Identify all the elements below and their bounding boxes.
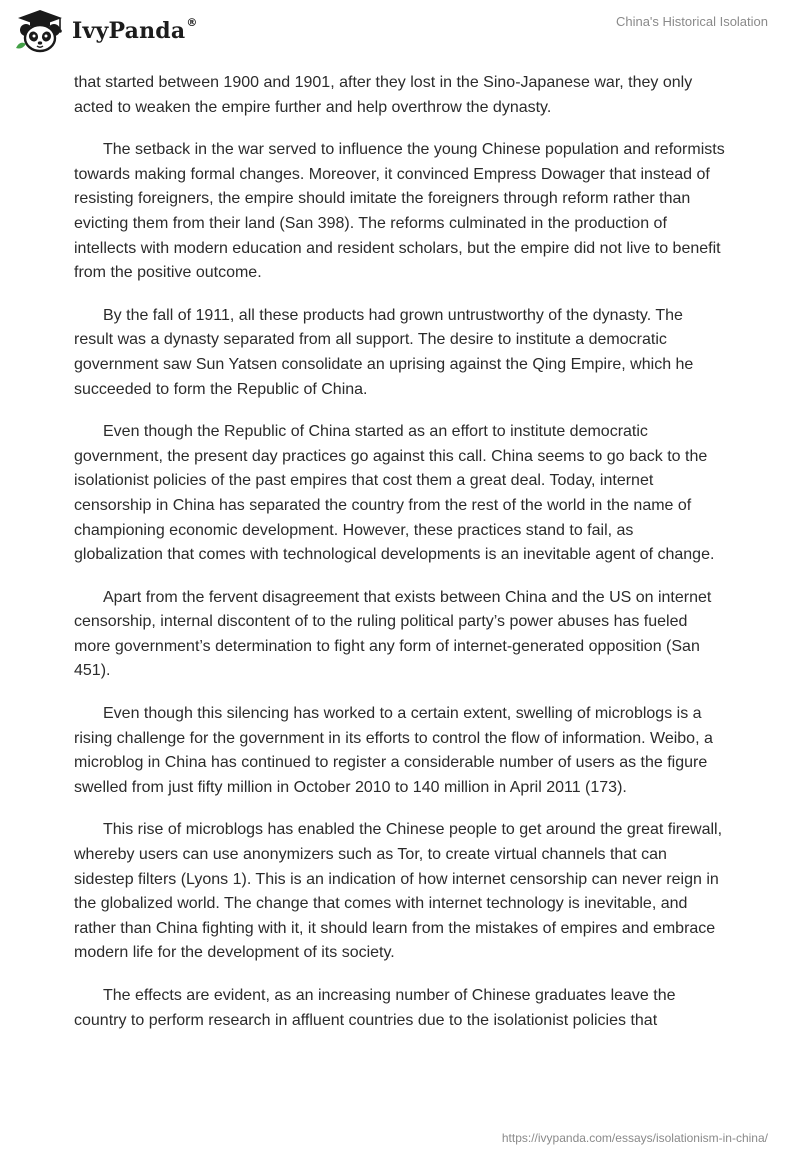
essay-paragraph: Even though the Republic of China started as an effort to institute democratic government, the present day practices go against this call. China seems to go back to the isolationist policies of the past empires that cost them a great deal. Today, internet censorship in China has separated the country from the rest of the world in the name of championing economic development. However, these practices stand to fail, as globalization that comes with technological developments is an inevitable agent of change. [74, 423, 715, 564]
document-title: China's Historical Isolation [615, 14, 768, 29]
essay-paragraph: By the fall of 1911, all these products had grown untrustworthy of the dynasty. The result was a dynasty separated from all support. The desire to institute a democratic government saw Sun Yatsen consolidate an uprising against the Qing Empire, which he succeeded to form the Republic of China. [74, 306, 694, 398]
essay-paragraph: Apart from the fervent disagreement that exists between China and the US on internet censorship, internal discontent of to the ruling political party’s power abuses has fueled more government’s determination to fight any form of internet-generated opposition (San 451). [74, 588, 712, 680]
essay-paragraph-continued: that started between 1900 and 1901, after they lost in the Sino-Japanese war, they only acted to weaken the empire further and help overthrow the dynasty. [74, 74, 693, 116]
registered-mark: ® [186, 16, 198, 29]
essay-paragraph: This rise of microblogs has enabled the Chinese people to get around the great firewall, whereby users can use anonymizers such as Tor, to create virtual channels that can sidestep filters (Lyons 1). This is an indication of how internet censorship can never reign in the globalized world. The change that comes with internet technology is inevitable, and rather than China fighting with it, it should learn from the mistakes of empires and embrace modern life for the development of its society. [74, 821, 723, 962]
brand-logo[interactable] [14, 8, 198, 54]
essay-body [74, 71, 726, 1051]
essay-paragraph: The setback in the war served to influence the young Chinese population and reformists towards making formal changes. Moreover, it convinced Empress Dowager that instead of resisting foreigners, the empire should imitate the foreigners through reform rather than evicting them from their land (San 398). The reforms culminated in the production of intellects with modern education and resident scholars, but the empire did not live to benefit from the positive outcome. [74, 141, 725, 282]
source-url[interactable]: https://ivypanda.com/essays/isolationism-in-china/ [501, 1131, 768, 1145]
page-header [0, 0, 800, 62]
essay-paragraph: The effects are evident, as an increasing number of Chinese graduates leave the country to perform research in affluent countries due to the isolationist policies that [74, 987, 676, 1029]
panda-graduate-icon [14, 8, 66, 54]
brand-name: IvyPanda® [72, 16, 198, 44]
essay-paragraph: Even though this silencing has worked to a certain extent, swelling of microblogs is a rising challenge for the government in its efforts to control the flow of information. Weibo, a microblog in China has continued to register a considerable number of users as the figure swelled from just fifty million in October 2010 to 140 million in April 2011 (173). [74, 705, 713, 796]
